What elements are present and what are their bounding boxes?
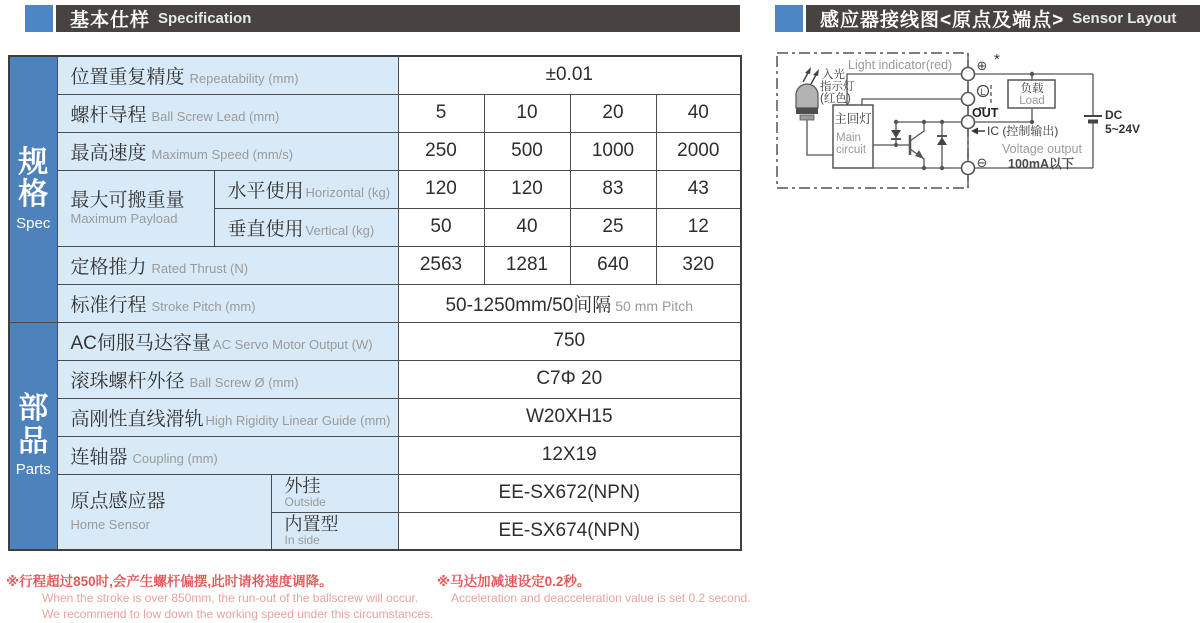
terminal-plus <box>962 68 975 81</box>
label-home-sensor-outside: 外挂 Outside <box>271 474 398 512</box>
l-terminal-symbol <box>978 85 992 108</box>
value-horizontal-3: 43 <box>656 170 741 208</box>
sidebar-parts <box>9 322 57 550</box>
indicator-lamp-label: 指示灯 <box>820 81 855 93</box>
specification-header-bar <box>56 5 740 32</box>
row-ball-screw-lead <box>9 94 741 132</box>
value-thrust-3: 320 <box>656 246 741 284</box>
plus-symbol: ⊕ <box>976 58 988 73</box>
transistor-icon <box>910 135 924 159</box>
load-box <box>1008 80 1055 108</box>
load-label-zh: 负载 <box>1020 83 1044 95</box>
sidebar-parts-zh: 部品 <box>18 392 49 458</box>
specification-title-en: Specification <box>158 10 252 27</box>
specification-header <box>25 5 740 32</box>
terminal-l <box>962 93 975 106</box>
dc-label: DC <box>1105 108 1123 122</box>
zener-diode-icon <box>891 130 901 139</box>
note-stroke-warning <box>6 573 433 622</box>
main-circuit-label-en2: circuit <box>836 144 867 156</box>
value-thrust-0: 2563 <box>398 246 484 284</box>
label-payload-horizontal: 水平使用 Horizontal (kg) <box>214 170 398 208</box>
load-label-en: Load <box>1019 95 1045 107</box>
value-vertical-3: 12 <box>656 208 741 246</box>
battery-icon <box>1084 116 1102 122</box>
value-vertical-1: 40 <box>484 208 570 246</box>
svg-text:L: L <box>980 87 986 97</box>
dc-voltage-label: 5~24V <box>1105 122 1141 136</box>
note-acceleration-zh: ※马达加减速设定0.2秒。 <box>437 574 591 589</box>
note-stroke-warning-zh: ※行程超过850时,会产生螺杆偏摆,此时请将速度调降。 <box>6 574 333 589</box>
in-light-label: 入光 <box>822 69 845 81</box>
value-horizontal-0: 120 <box>398 170 484 208</box>
label-repeatability: 位置重复精度 Repeatability (mm) <box>57 56 398 94</box>
label-thrust: 定格推力 Rated Thrust (N) <box>57 246 398 284</box>
sidebar-spec-zh: 规格 <box>18 145 49 212</box>
value-stroke: 50-1250mm/50间隔 50 mm Pitch <box>398 284 741 322</box>
row-repeatability <box>9 56 741 94</box>
asterisk-symbol: * <box>994 51 1000 68</box>
sensor-layout-header-bar <box>806 5 1200 32</box>
sidebar-parts-en: Parts <box>15 461 51 479</box>
label-home-sensor: 原点感应器 Home Sensor <box>57 474 271 550</box>
label-coupling: 连轴器 Coupling (mm) <box>57 436 398 474</box>
minus-symbol: ⊖ <box>976 155 988 170</box>
row-payload-horizontal <box>9 170 741 208</box>
row-home-sensor-outside <box>9 474 741 512</box>
value-lead-0: 5 <box>398 94 484 132</box>
value-thrust-2: 640 <box>570 246 656 284</box>
value-home-sensor-outside: EE-SX672(NPN) <box>398 474 741 512</box>
value-screw-dia: C7Φ 20 <box>398 360 741 398</box>
value-repeatability: ±0.01 <box>398 56 741 94</box>
label-guide: 高刚性直线滑轨 High Rigidity Linear Guide (mm) <box>57 398 398 436</box>
value-vertical-0: 50 <box>398 208 484 246</box>
out-label: OUT <box>972 106 999 120</box>
led-indicator-icon <box>796 67 819 120</box>
specification-title-zh: 基本仕样 <box>70 10 151 31</box>
sensor-layout-header <box>775 5 1200 32</box>
main-circuit-label-zh: 主回灯 <box>834 112 872 126</box>
value-vertical-2: 25 <box>570 208 656 246</box>
row-rated-thrust <box>9 246 741 284</box>
label-payload-vertical: 垂直使用 Vertical (kg) <box>214 208 398 246</box>
note-stroke-warning-en1: When the stroke is over 850mm, the run-out of the ballscrew will occur. <box>42 591 419 606</box>
value-speed-3: 2000 <box>656 132 741 170</box>
label-servo: AC伺服马达容量 AC Servo Motor Output (W) <box>57 322 398 360</box>
value-horizontal-2: 83 <box>570 170 656 208</box>
sidebar-spec <box>9 56 57 322</box>
sensor-layout-title-zh: 感应器接线图<原点及端点> <box>820 10 1065 31</box>
label-speed: 最高速度 Maximum Speed (mm/s) <box>57 132 398 170</box>
label-stroke: 标准行程 Stroke Pitch (mm) <box>57 284 398 322</box>
terminal-minus <box>962 162 975 175</box>
row-servo <box>9 322 741 360</box>
value-lead-1: 10 <box>484 94 570 132</box>
light-indicator-label: Light indicator(red) <box>848 58 953 72</box>
value-lead-3: 40 <box>656 94 741 132</box>
sensor-wiring-diagram <box>772 40 1192 200</box>
note-acceleration-en: Acceleration and deacceleration value is set 0.2 second. <box>451 591 751 606</box>
label-home-sensor-inside: 内置型 In side <box>271 512 398 550</box>
sidebar-spec-en: Spec <box>16 214 51 232</box>
ic-output-label <box>971 123 1058 138</box>
row-linear-guide <box>9 398 741 436</box>
label-screw-dia: 滚珠螺杆外径 Ball Screw Ø (mm) <box>57 360 398 398</box>
value-lead-2: 20 <box>570 94 656 132</box>
note-acceleration <box>437 573 751 607</box>
row-max-speed <box>9 132 741 170</box>
note-stroke-warning-en2: We recommend to low down the working speed under this circumstances. <box>42 606 434 621</box>
label-lead: 螺杆导程 Ball Screw Lead (mm) <box>57 94 398 132</box>
value-guide: W20XH15 <box>398 398 741 436</box>
row-ball-screw-dia <box>9 360 741 398</box>
header-accent-square <box>775 5 803 32</box>
value-speed-2: 1000 <box>570 132 656 170</box>
value-home-sensor-inside: EE-SX674(NPN) <box>398 512 741 550</box>
value-coupling: 12X19 <box>398 436 741 474</box>
sensor-layout-title-en: Sensor Layout <box>1072 10 1177 27</box>
value-servo: 750 <box>398 322 741 360</box>
spec-table <box>8 55 742 551</box>
row-stroke <box>9 284 741 322</box>
main-circuit-box <box>833 105 873 168</box>
label-payload: 最大可搬重量 Maximum Payload <box>57 170 214 246</box>
value-horizontal-1: 120 <box>484 170 570 208</box>
red-color-label: (红色) <box>820 93 851 105</box>
svg-text:IC (控制输出): IC (控制输出) <box>987 124 1059 138</box>
value-speed-0: 250 <box>398 132 484 170</box>
voltage-output-label: Voltage output <box>1002 142 1082 156</box>
protection-diode-icon <box>937 136 947 145</box>
current-limit-label: 100mA以下 <box>1008 157 1074 171</box>
row-coupling <box>9 436 741 474</box>
header-accent-square <box>25 5 53 32</box>
value-speed-1: 500 <box>484 132 570 170</box>
main-circuit-label-en1: Main <box>836 132 861 144</box>
value-thrust-1: 1281 <box>484 246 570 284</box>
